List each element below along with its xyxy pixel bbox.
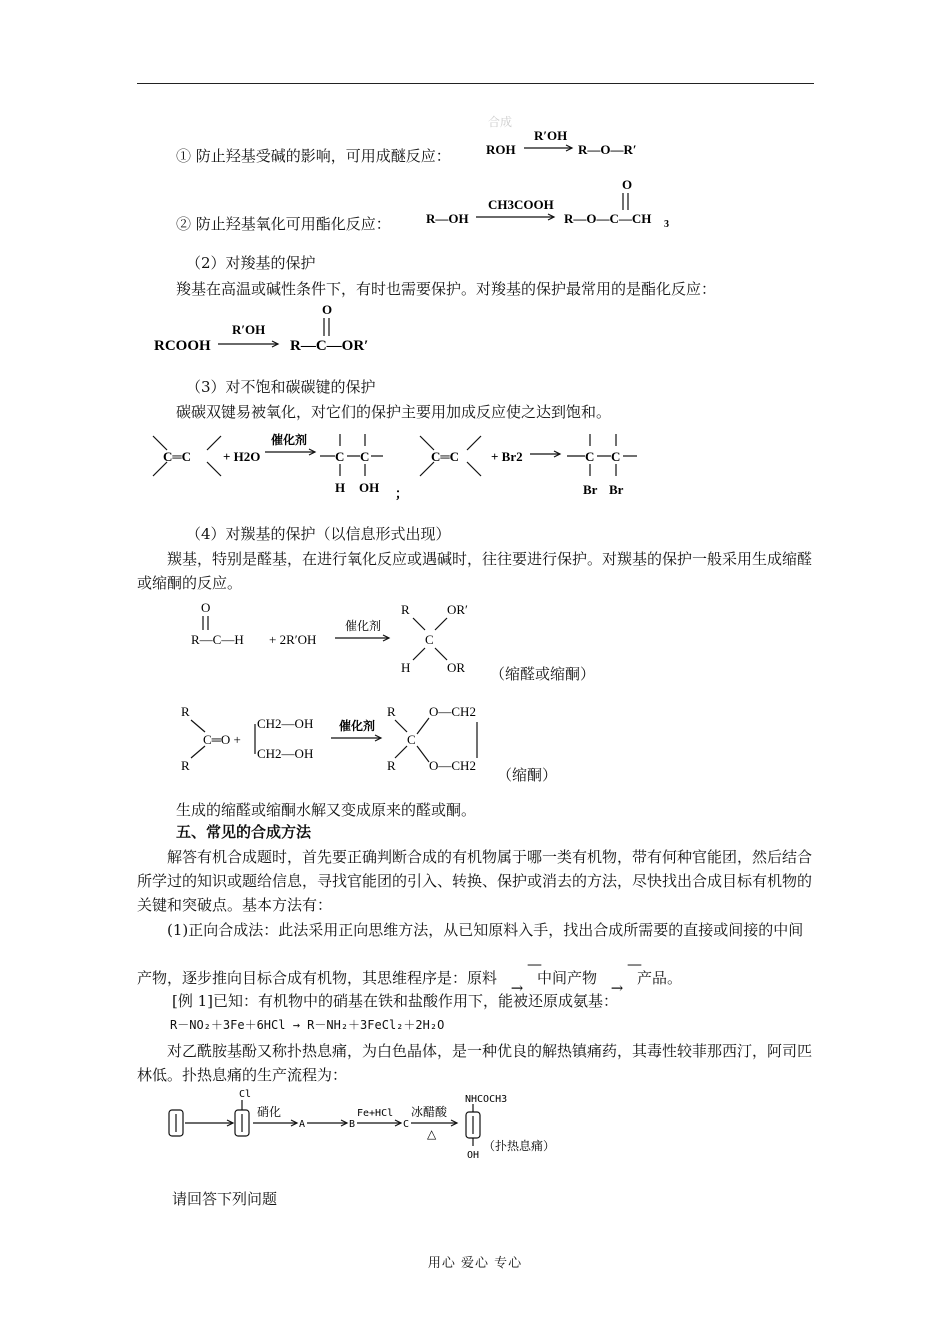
question: 请回答下列问题 [172, 1190, 278, 1208]
ald-o: O [201, 600, 211, 615]
paracetamol-flow [165, 1086, 585, 1166]
ester-reactant: R—OH [426, 211, 469, 226]
method-line [137, 918, 814, 997]
flow-oh: OH [467, 1150, 480, 1161]
flow-acid: 冰醋酸 [411, 1105, 448, 1119]
ether-reaction [480, 115, 700, 170]
flow-b: B [349, 1119, 356, 1130]
alkene-2: C═C [431, 449, 459, 464]
flow-nhcoch3: NHCOCH3 [465, 1094, 508, 1105]
ketal-och2: O—CH2 [429, 758, 476, 773]
sec2-body: 羧基在高温或碱性条件下，有时也需要保护。对羧基的保护最常用的是酯化反应： [176, 280, 717, 298]
sec5-body: 解答有机合成题时，首先要正确判断合成的有机物属于哪一类有机物，带有何种官能团，然后结合所学过的知识或题给信息，寻找官能团的引入、转换、保护或消去的方法，尽快找出合成目标有机物的关键和突破点。基本方法有： [137, 848, 813, 914]
ester-product: R—O—C—CH [564, 211, 652, 226]
ether-reactant: ROH [486, 142, 516, 157]
flow-cl: Cl [239, 1089, 252, 1100]
header-rule [137, 83, 814, 84]
flow-product: （扑热息痛） [483, 1139, 556, 1153]
method-mid: 中间产物 [537, 969, 598, 987]
ester-carbonyl: O [622, 177, 633, 192]
carboxyl-reactant: RCOOH [154, 338, 211, 354]
sec3-heading: （3）对不饱和碳碳键的保护 [186, 378, 376, 396]
ester-sub: 3 [664, 219, 669, 230]
ketone-r1: R [181, 704, 190, 719]
ketal-note: （缩酮） [497, 766, 558, 784]
bromine: + Br2 [491, 449, 523, 464]
acetal-or1: OR′ [447, 602, 468, 617]
example-eq: R－NO₂＋3Fe＋6HCl → R－NH₂＋3FeCl₂＋2H₂O [170, 1018, 445, 1032]
method-a: (1)正向合成法：此法采用正向思维方法，从已知原料入手，找出合成所需要的直接或间接的中间产物，逐步推向目标合成有机物，其思维程序是：原料 [137, 921, 804, 987]
h-atom: H [335, 480, 346, 495]
glycol-2: CH2—OH [257, 746, 314, 761]
arrow-1: —→ [510, 955, 543, 997]
sec5-heading: 五、常见的合成方法 [176, 823, 312, 841]
ald-alcohol: + 2R′OH [269, 632, 317, 647]
sec3-body: 碳碳双键易被氧化，对它们的保护主要用加成反应使之达到饱和。 [176, 403, 612, 421]
acetal-c: C [425, 632, 434, 647]
oh-group: OH [359, 480, 380, 495]
ketal-r1: R [387, 704, 396, 719]
example-intro: [例 1]已知：有机物中的硝基在铁和盐酸作用下，能被还原成氨基： [172, 992, 619, 1010]
ketal-reaction [175, 700, 495, 780]
ald-reactant: R—C—H [191, 632, 244, 647]
carboxyl-carbonyl: O [322, 302, 333, 317]
ether-reagent: R′OH [534, 128, 568, 143]
carboxyl-product: R—C—OR′ [290, 338, 369, 354]
method-end: 产品。 [637, 969, 683, 987]
ether-product: R—O—R′ [578, 142, 637, 157]
page-footer: 用心 爱心 专心 [427, 1256, 523, 1271]
catalyst-2: 催化剂 [345, 619, 382, 633]
item2-text: ② 防止羟基氧化可用酯化反应： [176, 215, 391, 233]
catalyst-1: 催化剂 [271, 433, 308, 447]
flow-heat: △ [427, 1127, 437, 1141]
acetal-r: R [401, 602, 410, 617]
sec2-heading: （2）对羧基的保护 [186, 254, 316, 272]
alkene-reactions [145, 428, 645, 503]
arrow-2: —→ [610, 955, 643, 997]
ketal-och1: O—CH2 [429, 704, 476, 719]
carboxyl-reaction [150, 300, 400, 360]
ester-reagent: CH3COOH [488, 197, 554, 212]
c-left: C [335, 449, 345, 464]
faint-text: 合成 [488, 115, 513, 129]
carboxyl-reagent: R′OH [232, 322, 266, 337]
flow-fehcl: Fe+HCl [357, 1108, 394, 1119]
acetal-h: H [401, 660, 411, 675]
br-right: Br [609, 482, 624, 497]
c-right: C [360, 449, 370, 464]
catalyst-3: 催化剂 [339, 719, 376, 733]
ketal-c: C [407, 732, 416, 747]
flow-nitration: 硝化 [257, 1105, 282, 1119]
flow-a: A [299, 1119, 306, 1130]
c-br-left: C [585, 449, 595, 464]
br-left: Br [583, 482, 598, 497]
sec4-tail: 生成的缩醛或缩酮水解又变成原来的醛或酮。 [176, 801, 477, 819]
item1-text: ① 防止羟基受碱的影响，可用成醚反应： [176, 147, 451, 165]
water: + H2O [223, 449, 261, 464]
c-br-right: C [611, 449, 621, 464]
separator: ； [395, 486, 409, 501]
flow-c: C [403, 1119, 410, 1130]
ketone: C═O + [203, 732, 241, 747]
ketone-r2: R [181, 758, 190, 773]
ester-reaction [420, 175, 690, 235]
glycol-1: CH2—OH [257, 716, 314, 731]
acetal-or2: OR [447, 660, 466, 675]
alkene-1: C═C [163, 449, 191, 464]
ketal-r2: R [387, 758, 396, 773]
acetal-note: （缩醛或缩酮） [490, 665, 596, 683]
sec4-body: 羰基，特别是醛基，在进行氧化反应或遇碱时，往往要进行保护。对羰基的保护一般采用生成缩醛或缩酮的反应。 [137, 550, 813, 592]
sec4-heading: （4）对羰基的保护（以信息形式出现） [186, 525, 451, 543]
example-body: 对乙酰胺基酚又称扑热息痛，为白色晶体，是一种优良的解热镇痛药，其毒性较菲那西汀，阿司匹林低。扑热息痛的生产流程为： [137, 1042, 813, 1084]
